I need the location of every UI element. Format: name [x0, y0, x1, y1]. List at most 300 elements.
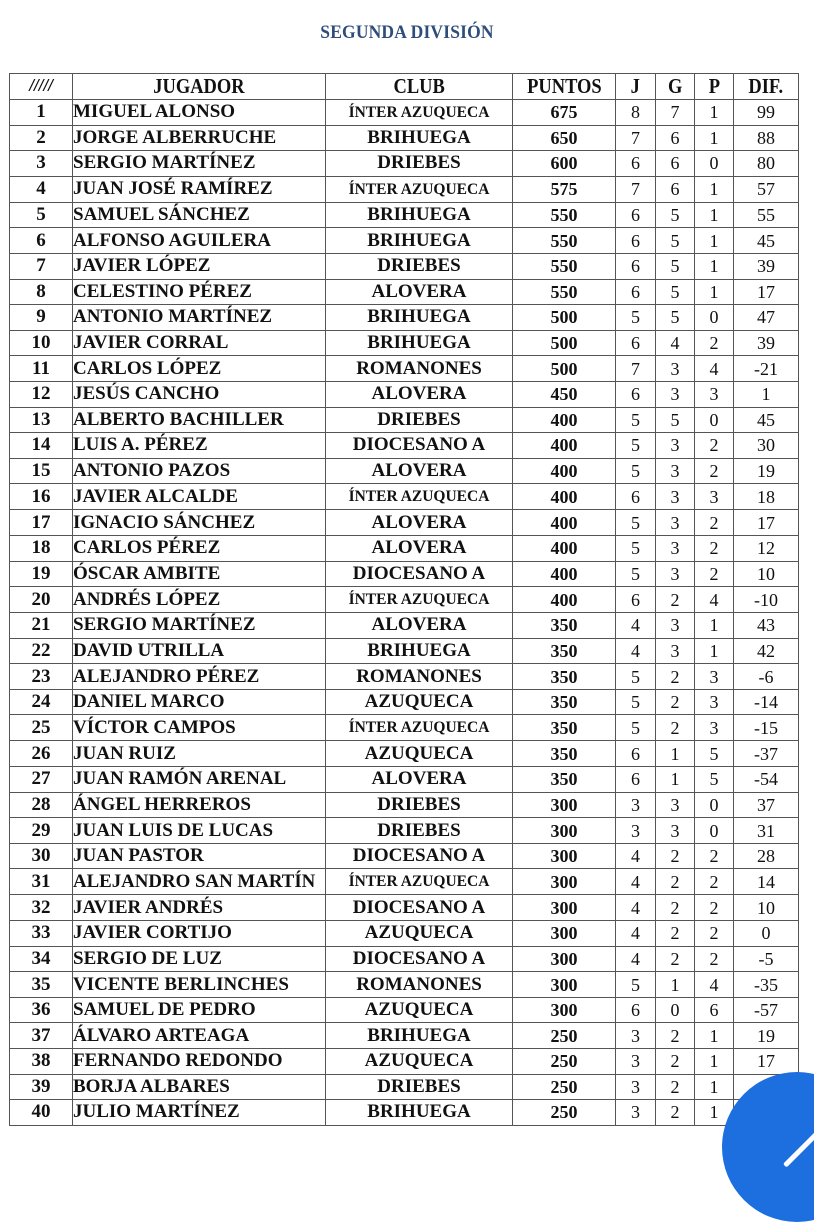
won-cell: 4: [656, 330, 695, 356]
position-cell: 25: [10, 715, 73, 741]
played-cell: 6: [616, 767, 656, 793]
difference-cell: -21: [734, 356, 799, 382]
difference-cell: 19: [734, 1023, 799, 1049]
club-cell: ALOVERA: [326, 613, 513, 639]
lost-cell: 1: [695, 253, 734, 279]
position-cell: 23: [10, 664, 73, 690]
position-cell: 36: [10, 997, 73, 1023]
table-row: [10, 1023, 799, 1049]
won-cell: 3: [656, 381, 695, 407]
played-cell: 4: [616, 613, 656, 639]
table-row: [10, 433, 799, 459]
won-cell: 5: [656, 279, 695, 305]
won-cell: 2: [656, 946, 695, 972]
player-name-cell: JUAN RUIZ: [73, 741, 326, 767]
club-cell: ALOVERA: [326, 767, 513, 793]
lost-cell: 1: [695, 228, 734, 254]
played-cell: 5: [616, 664, 656, 690]
won-cell: 5: [656, 202, 695, 228]
difference-cell: 28: [734, 843, 799, 869]
table-row: [10, 1074, 799, 1100]
won-cell: 2: [656, 1074, 695, 1100]
player-name-cell: ANTONIO MARTÍNEZ: [73, 305, 326, 331]
table-row: [10, 510, 799, 536]
points-cell: 300: [513, 921, 616, 947]
won-cell: 1: [656, 767, 695, 793]
points-cell: 400: [513, 433, 616, 459]
club-cell: ÍNTER AZUQUECA: [326, 176, 513, 202]
position-cell: 17: [10, 510, 73, 536]
played-cell: 3: [616, 818, 656, 844]
player-name-cell: SERGIO DE LUZ: [73, 946, 326, 972]
table-row: [10, 99, 799, 125]
club-cell: ALOVERA: [326, 535, 513, 561]
played-cell: 4: [616, 895, 656, 921]
position-cell: 13: [10, 407, 73, 433]
club-cell: ROMANONES: [326, 664, 513, 690]
points-cell: 300: [513, 869, 616, 895]
table-row: [10, 946, 799, 972]
player-name-cell: SAMUEL SÁNCHEZ: [73, 202, 326, 228]
table-header-row: [10, 74, 799, 100]
difference-cell: 39: [734, 330, 799, 356]
table-row: [10, 458, 799, 484]
table-row: [10, 125, 799, 151]
played-cell: 5: [616, 561, 656, 587]
won-cell: 3: [656, 433, 695, 459]
played-cell: 5: [616, 305, 656, 331]
position-cell: 30: [10, 843, 73, 869]
difference-cell: 37: [734, 792, 799, 818]
difference-cell: -15: [734, 715, 799, 741]
played-cell: 8: [616, 99, 656, 125]
club-cell: AZUQUECA: [326, 689, 513, 715]
won-cell: 3: [656, 535, 695, 561]
played-cell: 3: [616, 1049, 656, 1075]
points-cell: 300: [513, 792, 616, 818]
difference-cell: 30: [734, 433, 799, 459]
difference-cell: -37: [734, 741, 799, 767]
played-cell: 5: [616, 689, 656, 715]
position-cell: 6: [10, 228, 73, 254]
position-cell: 19: [10, 561, 73, 587]
position-cell: 26: [10, 741, 73, 767]
points-cell: 400: [513, 561, 616, 587]
player-name-cell: VÍCTOR CAMPOS: [73, 715, 326, 741]
lost-cell: 5: [695, 767, 734, 793]
position-cell: 1: [10, 99, 73, 125]
played-cell: 6: [616, 228, 656, 254]
table-row: [10, 715, 799, 741]
player-name-cell: DAVID UTRILLA: [73, 638, 326, 664]
difference-cell: 57: [734, 176, 799, 202]
lost-cell: 3: [695, 715, 734, 741]
difference-cell: -6: [734, 664, 799, 690]
won-cell: 2: [656, 1100, 695, 1126]
table-row: [10, 587, 799, 613]
club-cell: AZUQUECA: [326, 741, 513, 767]
difference-cell: 18: [734, 484, 799, 510]
played-cell: 6: [616, 279, 656, 305]
played-cell: 6: [616, 741, 656, 767]
played-cell: 5: [616, 458, 656, 484]
played-cell: 4: [616, 946, 656, 972]
won-cell: 2: [656, 715, 695, 741]
position-cell: 22: [10, 638, 73, 664]
points-cell: 400: [513, 484, 616, 510]
won-cell: 3: [656, 356, 695, 382]
won-cell: 3: [656, 792, 695, 818]
won-cell: 2: [656, 1023, 695, 1049]
player-name-cell: ÁNGEL HERREROS: [73, 792, 326, 818]
club-cell: DRIEBES: [326, 253, 513, 279]
position-cell: 24: [10, 689, 73, 715]
difference-cell: 10: [734, 561, 799, 587]
club-cell: ALOVERA: [326, 381, 513, 407]
won-cell: 2: [656, 664, 695, 690]
difference-cell: -57: [734, 997, 799, 1023]
difference-cell: 42: [734, 638, 799, 664]
points-cell: 500: [513, 356, 616, 382]
lost-cell: 4: [695, 356, 734, 382]
difference-cell: 17: [734, 510, 799, 536]
played-cell: 7: [616, 176, 656, 202]
table-row: [10, 305, 799, 331]
position-cell: 34: [10, 946, 73, 972]
points-cell: 250: [513, 1074, 616, 1100]
player-name-cell: JAVIER CORTIJO: [73, 921, 326, 947]
table-row: [10, 176, 799, 202]
club-cell: BRIHUEGA: [326, 330, 513, 356]
points-cell: 600: [513, 151, 616, 177]
difference-cell: 47: [734, 305, 799, 331]
points-cell: 350: [513, 741, 616, 767]
points-cell: 550: [513, 253, 616, 279]
points-cell: 350: [513, 767, 616, 793]
position-cell: 18: [10, 535, 73, 561]
played-cell: 4: [616, 843, 656, 869]
table-row: [10, 253, 799, 279]
club-cell: DIOCESANO A: [326, 843, 513, 869]
lost-cell: 1: [695, 202, 734, 228]
lost-cell: 2: [695, 843, 734, 869]
played-cell: 3: [616, 792, 656, 818]
column-header-played: J: [616, 74, 656, 100]
points-cell: 300: [513, 895, 616, 921]
lost-cell: 4: [695, 972, 734, 998]
club-cell: BRIHUEGA: [326, 202, 513, 228]
difference-cell: -10: [734, 587, 799, 613]
position-cell: 7: [10, 253, 73, 279]
difference-cell: 39: [734, 253, 799, 279]
position-cell: 27: [10, 767, 73, 793]
player-name-cell: JORGE ALBERRUCHE: [73, 125, 326, 151]
lost-cell: 0: [695, 792, 734, 818]
difference-cell: -35: [734, 972, 799, 998]
player-name-cell: ALEJANDRO PÉREZ: [73, 664, 326, 690]
club-cell: ROMANONES: [326, 356, 513, 382]
position-cell: 35: [10, 972, 73, 998]
lost-cell: 2: [695, 895, 734, 921]
points-cell: 350: [513, 715, 616, 741]
points-cell: 300: [513, 843, 616, 869]
player-name-cell: CARLOS LÓPEZ: [73, 356, 326, 382]
played-cell: 6: [616, 253, 656, 279]
lost-cell: 1: [695, 1100, 734, 1126]
difference-cell: 12: [734, 535, 799, 561]
difference-cell: 1: [734, 381, 799, 407]
club-cell: DIOCESANO A: [326, 433, 513, 459]
club-cell: ALOVERA: [326, 458, 513, 484]
lost-cell: 2: [695, 921, 734, 947]
won-cell: 3: [656, 510, 695, 536]
lost-cell: 1: [695, 1023, 734, 1049]
column-header-lost: P: [695, 74, 734, 100]
position-cell: 16: [10, 484, 73, 510]
points-cell: 350: [513, 613, 616, 639]
player-name-cell: ALBERTO BACHILLER: [73, 407, 326, 433]
difference-cell: -5: [734, 946, 799, 972]
table-row: [10, 1049, 799, 1075]
won-cell: 2: [656, 869, 695, 895]
won-cell: 5: [656, 305, 695, 331]
difference-cell: 10: [734, 895, 799, 921]
played-cell: 6: [616, 484, 656, 510]
lost-cell: 2: [695, 946, 734, 972]
player-name-cell: CARLOS PÉREZ: [73, 535, 326, 561]
lost-cell: 1: [695, 176, 734, 202]
won-cell: 2: [656, 843, 695, 869]
player-name-cell: JUAN LUIS DE LUCAS: [73, 818, 326, 844]
played-cell: 3: [616, 1100, 656, 1126]
table-row: [10, 741, 799, 767]
played-cell: 4: [616, 869, 656, 895]
player-name-cell: JUAN JOSÉ RAMÍREZ: [73, 176, 326, 202]
position-cell: 9: [10, 305, 73, 331]
points-cell: 400: [513, 510, 616, 536]
won-cell: 1: [656, 972, 695, 998]
table-row: [10, 356, 799, 382]
club-cell: AZUQUECA: [326, 921, 513, 947]
club-cell: ROMANONES: [326, 972, 513, 998]
difference-cell: 88: [734, 125, 799, 151]
difference-cell: 17: [734, 1049, 799, 1075]
difference-cell: 99: [734, 99, 799, 125]
played-cell: 4: [616, 921, 656, 947]
player-name-cell: JAVIER ALCALDE: [73, 484, 326, 510]
difference-cell: -14: [734, 689, 799, 715]
lost-cell: 2: [695, 869, 734, 895]
player-name-cell: IGNACIO SÁNCHEZ: [73, 510, 326, 536]
club-cell: DRIEBES: [326, 407, 513, 433]
page-title: SEGUNDA DIVISIÓN: [320, 22, 494, 43]
player-name-cell: MIGUEL ALONSO: [73, 99, 326, 125]
points-cell: 550: [513, 279, 616, 305]
won-cell: 0: [656, 997, 695, 1023]
position-cell: 11: [10, 356, 73, 382]
player-name-cell: SAMUEL DE PEDRO: [73, 997, 326, 1023]
position-cell: 14: [10, 433, 73, 459]
lost-cell: 2: [695, 330, 734, 356]
points-cell: 500: [513, 330, 616, 356]
table-row: [10, 664, 799, 690]
column-header-player: JUGADOR: [73, 74, 326, 100]
player-name-cell: BORJA ALBARES: [73, 1074, 326, 1100]
column-header-position: /////: [10, 74, 73, 100]
player-name-cell: LUIS A. PÉREZ: [73, 433, 326, 459]
club-cell: ALOVERA: [326, 510, 513, 536]
table-row: [10, 792, 799, 818]
club-cell: ÍNTER AZUQUECA: [326, 99, 513, 125]
lost-cell: 1: [695, 613, 734, 639]
difference-cell: -54: [734, 767, 799, 793]
lost-cell: 0: [695, 151, 734, 177]
position-cell: 12: [10, 381, 73, 407]
played-cell: 5: [616, 715, 656, 741]
points-cell: 250: [513, 1023, 616, 1049]
player-name-cell: FERNANDO REDONDO: [73, 1049, 326, 1075]
player-name-cell: JULIO MARTÍNEZ: [73, 1100, 326, 1126]
lost-cell: 4: [695, 587, 734, 613]
table-row: [10, 972, 799, 998]
table-row: [10, 767, 799, 793]
won-cell: 3: [656, 818, 695, 844]
lost-cell: 2: [695, 535, 734, 561]
player-name-cell: JUAN RAMÓN ARENAL: [73, 767, 326, 793]
player-name-cell: CELESTINO PÉREZ: [73, 279, 326, 305]
player-name-cell: JUAN PASTOR: [73, 843, 326, 869]
position-cell: 4: [10, 176, 73, 202]
points-cell: 400: [513, 587, 616, 613]
lost-cell: 3: [695, 664, 734, 690]
won-cell: 2: [656, 921, 695, 947]
position-cell: 31: [10, 869, 73, 895]
won-cell: 6: [656, 125, 695, 151]
player-name-cell: JAVIER CORRAL: [73, 330, 326, 356]
standings-body: [10, 99, 799, 1125]
player-name-cell: ÓSCAR AMBITE: [73, 561, 326, 587]
position-cell: 3: [10, 151, 73, 177]
difference-cell: 45: [734, 407, 799, 433]
club-cell: ÍNTER AZUQUECA: [326, 587, 513, 613]
position-cell: 21: [10, 613, 73, 639]
position-cell: 38: [10, 1049, 73, 1075]
won-cell: 7: [656, 99, 695, 125]
player-name-cell: ÁLVARO ARTEAGA: [73, 1023, 326, 1049]
table-row: [10, 921, 799, 947]
lost-cell: 1: [695, 1049, 734, 1075]
played-cell: 5: [616, 972, 656, 998]
won-cell: 3: [656, 638, 695, 664]
won-cell: 2: [656, 895, 695, 921]
player-name-cell: JESÚS CANCHO: [73, 381, 326, 407]
lost-cell: 6: [695, 997, 734, 1023]
position-cell: 5: [10, 202, 73, 228]
club-cell: DRIEBES: [326, 792, 513, 818]
club-cell: BRIHUEGA: [326, 228, 513, 254]
table-row: [10, 561, 799, 587]
won-cell: 5: [656, 253, 695, 279]
table-row: [10, 330, 799, 356]
points-cell: 400: [513, 407, 616, 433]
lost-cell: 1: [695, 1074, 734, 1100]
points-cell: 300: [513, 818, 616, 844]
club-cell: AZUQUECA: [326, 1049, 513, 1075]
played-cell: 6: [616, 381, 656, 407]
points-cell: 250: [513, 1049, 616, 1075]
club-cell: DRIEBES: [326, 818, 513, 844]
player-name-cell: ANTONIO PAZOS: [73, 458, 326, 484]
played-cell: 6: [616, 202, 656, 228]
table-row: [10, 638, 799, 664]
standings-table: [9, 73, 799, 1126]
position-cell: 32: [10, 895, 73, 921]
lost-cell: 2: [695, 458, 734, 484]
lost-cell: 2: [695, 510, 734, 536]
won-cell: 3: [656, 484, 695, 510]
lost-cell: 3: [695, 689, 734, 715]
table-row: [10, 151, 799, 177]
club-cell: ÍNTER AZUQUECA: [326, 484, 513, 510]
played-cell: 5: [616, 535, 656, 561]
won-cell: 2: [656, 1049, 695, 1075]
table-row: [10, 997, 799, 1023]
played-cell: 5: [616, 433, 656, 459]
difference-cell: 45: [734, 228, 799, 254]
club-cell: BRIHUEGA: [326, 125, 513, 151]
difference-cell: 14: [734, 869, 799, 895]
column-header-difference: DIF.: [734, 74, 799, 100]
club-cell: ALOVERA: [326, 279, 513, 305]
played-cell: 6: [616, 587, 656, 613]
table-row: [10, 202, 799, 228]
player-name-cell: VICENTE BERLINCHES: [73, 972, 326, 998]
played-cell: 6: [616, 151, 656, 177]
difference-cell: 31: [734, 818, 799, 844]
won-cell: 3: [656, 561, 695, 587]
won-cell: 5: [656, 407, 695, 433]
column-header-won: G: [656, 74, 695, 100]
player-name-cell: JAVIER LÓPEZ: [73, 253, 326, 279]
points-cell: 300: [513, 972, 616, 998]
points-cell: 650: [513, 125, 616, 151]
points-cell: 450: [513, 381, 616, 407]
points-cell: 400: [513, 458, 616, 484]
club-cell: DIOCESANO A: [326, 946, 513, 972]
player-name-cell: SERGIO MARTÍNEZ: [73, 151, 326, 177]
won-cell: 6: [656, 151, 695, 177]
played-cell: 3: [616, 1023, 656, 1049]
club-cell: DRIEBES: [326, 151, 513, 177]
player-name-cell: ANDRÉS LÓPEZ: [73, 587, 326, 613]
points-cell: 350: [513, 664, 616, 690]
won-cell: 3: [656, 613, 695, 639]
points-cell: 350: [513, 689, 616, 715]
club-cell: ÍNTER AZUQUECA: [326, 715, 513, 741]
club-cell: AZUQUECA: [326, 997, 513, 1023]
position-cell: 39: [10, 1074, 73, 1100]
player-name-cell: ALEJANDRO SAN MARTÍN: [73, 869, 326, 895]
table-row: [10, 895, 799, 921]
won-cell: 1: [656, 741, 695, 767]
position-cell: 20: [10, 587, 73, 613]
position-cell: 33: [10, 921, 73, 947]
difference-cell: 19: [734, 458, 799, 484]
difference-cell: 0: [734, 921, 799, 947]
lost-cell: 0: [695, 305, 734, 331]
position-cell: 10: [10, 330, 73, 356]
lost-cell: 1: [695, 279, 734, 305]
